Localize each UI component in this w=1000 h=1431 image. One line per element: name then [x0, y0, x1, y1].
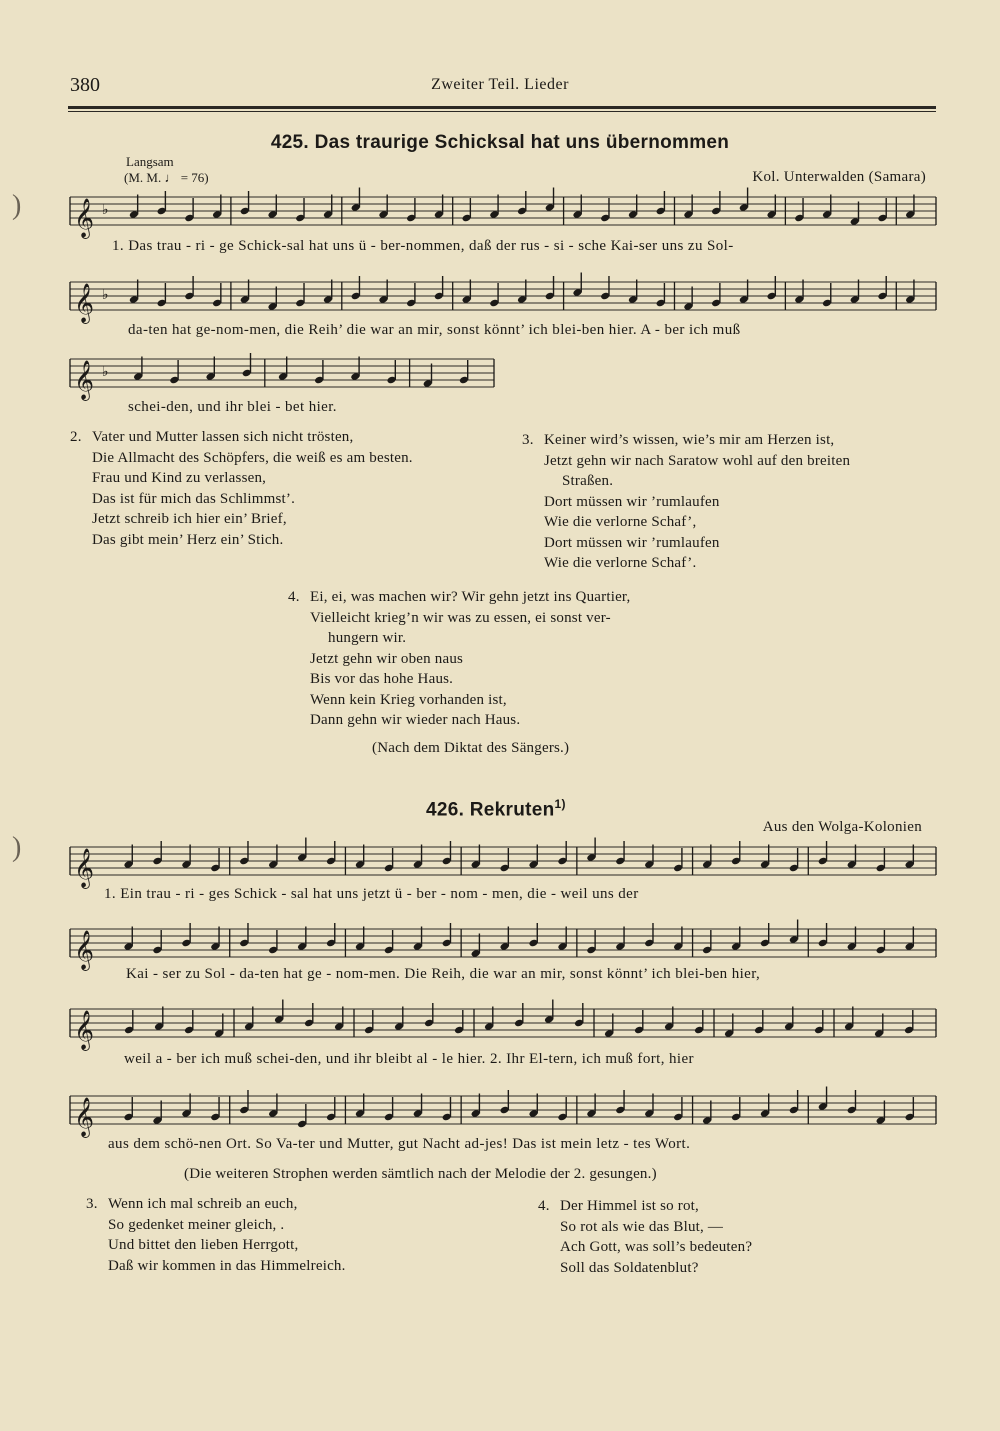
verse-line: So rot als wie das Blut, —	[560, 1218, 724, 1235]
flat-icon: ♭	[102, 203, 109, 218]
verse-3	[522, 430, 851, 574]
verse-line: Der Himmel ist so rot,	[560, 1198, 699, 1214]
verse-line: Soll das Soldatenblut?	[560, 1259, 699, 1276]
music-staff	[66, 925, 938, 970]
verse-line: Vielleicht krieg’n wir was zu essen, ei sonst ver-	[310, 609, 611, 626]
verse-line: Jetzt schreib ich hier ein’ Brief,	[92, 511, 287, 527]
verse-line: Wenn ich mal schreib an euch,	[108, 1196, 298, 1212]
flat-icon: ♭	[102, 365, 109, 380]
melody-note: (Die weiteren Strophen werden sämtlich nach der Melodie der 2. gesungen.)	[184, 1166, 657, 1182]
verse-line: Und bittet den lieben Herrgott,	[108, 1237, 299, 1253]
music-staff	[66, 1092, 938, 1137]
verse-number: 2.	[70, 429, 82, 445]
treble-clef-icon: 𝄞	[74, 198, 95, 238]
song-426-title-text: 426. Rekruten	[426, 799, 555, 821]
verse-3	[86, 1194, 346, 1276]
lyric-line: aus dem schö-nen Ort. So Va-ter und Mutter, gut Nacht ad-jes! Das ist mein letz - tes Wort.	[108, 1136, 691, 1152]
lyric-line: 1. Das trau - ri - ge Schick-sal hat uns ü - ber-nommen, daß der rus - si - sche Kai-ser uns zu Sol-	[112, 238, 734, 254]
verse-number: 3.	[86, 1196, 98, 1212]
metronome-marking: (M. M. ♩ = 76)	[124, 170, 209, 185]
treble-clef-icon: 𝄞	[74, 283, 95, 323]
lyric-line: Kai - ser zu Sol - da-ten hat ge - nom-men. Die Reih, die war an mir, sonst könnt’ ich blei-ben hier,	[126, 966, 761, 982]
source-note: (Nach dem Diktat des Sängers.)	[372, 740, 570, 756]
lyric-line: weil a - ber ich muß schei-den, und ihr bleibt al - le hier. 2. Ihr El-tern, ich muß fort, hier	[124, 1051, 694, 1067]
verse-line: Jetzt gehn wir oben naus	[310, 650, 464, 667]
verse-number: 4.	[538, 1198, 550, 1214]
verse-line: Dann gehn wir wieder nach Haus.	[310, 712, 521, 728]
verse-line: Jetzt gehn wir nach Saratow wohl auf den breiten	[544, 452, 851, 469]
verse-4	[538, 1196, 753, 1278]
lyric-line: da-ten hat ge-nom-men, die Reih’ die war an mir, sonst könnt’ ich blei-ben hier. A - ber ich muß	[128, 322, 741, 338]
verse-line: Dort müssen wir ’rumlaufen	[544, 534, 720, 551]
running-title: Zweiter Teil. Lieder	[431, 76, 569, 93]
song-425-title: 425. Das traurige Schicksal hat uns übernommen	[270, 132, 730, 153]
verse-line: Keiner wird’s wissen, wie’s mir am Herzen ist,	[544, 432, 835, 448]
footnote-mark: 1)	[554, 797, 566, 811]
verse-line: Wie die verlorne Schaf’,	[544, 514, 697, 530]
verse-line: Vater und Mutter lassen sich nicht trösten,	[92, 429, 354, 445]
song-426-origin: Aus den Wolga-Kolonien	[762, 819, 922, 835]
verse-4	[288, 587, 631, 731]
verse-line: Ei, ei, was machen wir? Wir gehn jetzt ins Quartier,	[310, 589, 631, 605]
verse-line: Die Allmacht des Schöpfers, die weiß es am besten.	[92, 449, 413, 466]
verse-number: 3.	[522, 432, 534, 448]
verse-line: Ach Gott, was soll’s bedeuten?	[560, 1239, 753, 1255]
verse-line: Daß wir kommen in das Himmelreich.	[108, 1257, 346, 1274]
music-staff	[66, 193, 938, 238]
song-426-title	[426, 797, 566, 821]
treble-clef-icon: 𝄞	[74, 848, 95, 888]
treble-clef-icon: 𝄞	[74, 1097, 95, 1137]
verse-line: Wenn kein Krieg vorhanden ist,	[310, 691, 507, 708]
verse-line: Das ist für mich das Schlimmst’.	[92, 490, 296, 507]
verse-line: Wie die verlorne Schaf’.	[544, 555, 697, 571]
page-number: 380	[70, 74, 100, 96]
margin-mark: )	[12, 832, 22, 863]
music-staff	[66, 843, 938, 888]
lyric-line: schei-den, und ihr blei - bet hier.	[128, 399, 337, 415]
music-staff	[66, 278, 938, 323]
verse-line: Das gibt mein’ Herz ein’ Stich.	[92, 531, 284, 548]
treble-clef-icon: 𝄞	[74, 930, 95, 970]
treble-clef-icon: 𝄞	[74, 1010, 95, 1050]
song-425-origin: Kol. Unterwalden (Samara)	[752, 169, 926, 185]
verse-line: Frau und Kind zu verlassen,	[92, 470, 267, 486]
verse-line: Bis vor das hohe Haus.	[310, 671, 454, 687]
verse-line: Dort müssen wir ’rumlaufen	[544, 493, 720, 510]
verse-line: Straßen.	[562, 473, 614, 489]
music-staff	[66, 1005, 938, 1050]
verse-2	[70, 427, 413, 550]
header-rule	[68, 106, 936, 112]
flat-icon: ♭	[102, 288, 109, 303]
verse-line: So gedenket meiner gleich, .	[108, 1216, 285, 1233]
margin-mark: )	[12, 190, 22, 221]
music-staff	[66, 355, 496, 400]
treble-clef-icon: 𝄞	[74, 360, 95, 400]
lyric-line: 1. Ein trau - ri - ges Schick - sal hat uns jetzt ü - ber - nom - men, die - weil uns der	[104, 886, 639, 902]
tempo-marking: Langsam	[126, 154, 174, 169]
verse-number: 4.	[288, 589, 300, 605]
verse-line: hungern wir.	[328, 630, 407, 646]
